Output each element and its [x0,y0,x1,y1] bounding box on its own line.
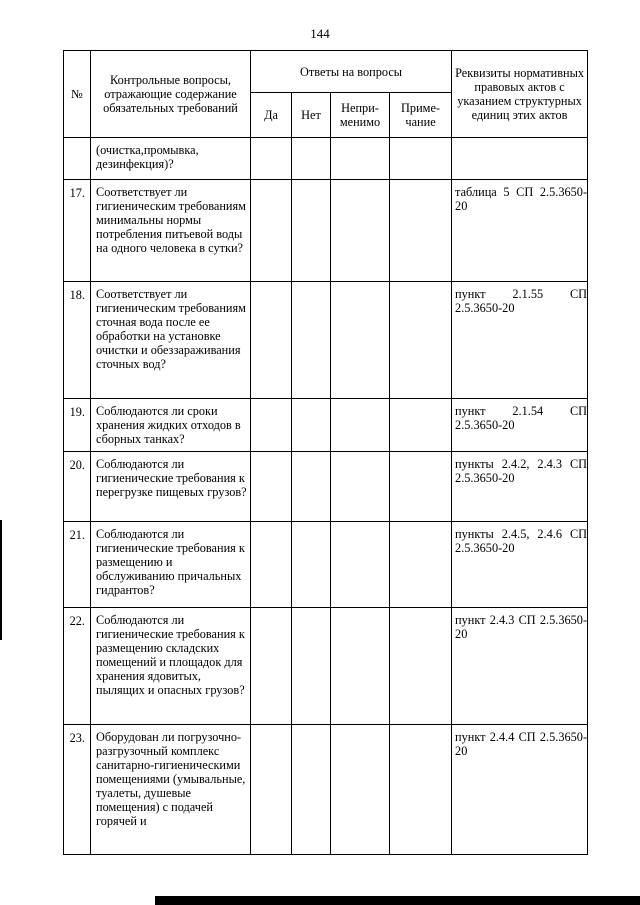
answer-no-cell[interactable] [292,452,331,522]
row-requisites [452,138,588,180]
table-row [64,138,588,180]
scan-bottom-edge [155,896,640,905]
requisite-line1: пункт 2.4.4 СП 2.5.3650- [455,730,588,744]
header-na-line1: Непри- [341,101,379,115]
header-no: Нет [292,93,331,138]
answer-no-cell[interactable] [292,138,331,180]
answer-na-cell[interactable] [331,452,390,522]
header-note [390,93,452,138]
row-requisites [452,608,588,725]
answer-no-cell[interactable] [292,522,331,608]
answer-note-cell[interactable] [390,608,452,725]
answer-note-cell[interactable] [390,282,452,399]
requisite-line2: 2.5.3650-20 [455,301,515,315]
requisite-line2: 2.5.3650-20 [455,471,515,485]
row-number: 20. [64,452,91,522]
table-row [64,399,588,452]
header-questions: Контрольные вопросы, отражающие содержание обязательных требований [91,51,251,138]
row-number: 22. [64,608,91,725]
answer-no-cell[interactable] [292,399,331,452]
answer-na-cell[interactable] [331,399,390,452]
requisite-line1: пункт 2.1.54 СП [455,404,588,418]
row-question: Соблюдаются ли сроки хранения жидких отходов в сборных танках? [91,399,251,452]
answer-note-cell[interactable] [390,725,452,855]
header-na-line2: менимо [339,115,381,129]
row-question: Оборудован ли погрузочно-разгрузочный комплекс санитарно-гигиеническими помещениями (умывальные, туалеты, душевые помещения) с подачей горячей и [91,725,251,855]
answer-yes-cell[interactable] [251,725,292,855]
requisite-line2: 20 [455,744,468,758]
answer-yes-cell[interactable] [251,522,292,608]
answer-no-cell[interactable] [292,725,331,855]
answer-na-cell[interactable] [331,725,390,855]
header-answers: Ответы на вопросы [251,51,452,93]
header-note-line2: чание [405,115,436,129]
row-number: 19. [64,399,91,452]
answer-no-cell[interactable] [292,608,331,725]
answer-yes-cell[interactable] [251,138,292,180]
checklist-table [63,50,588,855]
requisite-line1: пункты 2.4.5, 2.4.6 СП [455,527,588,541]
requisite-line2: 2.5.3650-20 [455,418,515,432]
row-number: 18. [64,282,91,399]
row-number [64,138,91,180]
row-number: 23. [64,725,91,855]
row-question: Соблюдаются ли гигиенические требования к размещению складских помещений и площадок для хранения ядовитых, пылящих и опасных грузов? [91,608,251,725]
header-note-line1: Приме- [401,101,440,115]
requisite-line1: пункт 2.4.3 СП 2.5.3650- [455,613,588,627]
answer-na-cell[interactable] [331,138,390,180]
answer-na-cell[interactable] [331,282,390,399]
row-number: 21. [64,522,91,608]
answer-note-cell[interactable] [390,180,452,282]
requisite-line1: пункт 2.1.55 СП [455,287,588,301]
answer-note-cell[interactable] [390,522,452,608]
requisite-line2: 2.5.3650-20 [455,541,515,555]
header-yes: Да [251,93,292,138]
answer-na-cell[interactable] [331,522,390,608]
answer-note-cell[interactable] [390,138,452,180]
page-number: 144 [310,26,330,41]
answer-note-cell[interactable] [390,399,452,452]
answer-note-cell[interactable] [390,452,452,522]
table-row [64,282,588,399]
row-question: Соблюдаются ли гигиенические требования к перегрузке пищевых грузов? [91,452,251,522]
header-num: № [64,51,91,138]
row-requisites [452,522,588,608]
row-requisites [452,180,588,282]
requisite-line2: 20 [455,627,468,641]
row-question: Соответствует ли гигиеническим требованиям сточная вода после ее обработки на установке очистки и обеззараживания сточных вод? [91,282,251,399]
row-question: Соответствует ли гигиеническим требованиям минимальны нормы потребления питьевой воды на одного человека в сутки? [91,180,251,282]
scan-edge-mark [0,520,2,640]
row-number: 17. [64,180,91,282]
row-requisites [452,452,588,522]
answer-yes-cell[interactable] [251,452,292,522]
answer-yes-cell[interactable] [251,399,292,452]
answer-no-cell[interactable] [292,180,331,282]
answer-na-cell[interactable] [331,180,390,282]
row-question: Соблюдаются ли гигиенические требования к размещению и обслуживанию причальных гидрантов? [91,522,251,608]
requisite-line1: пункты 2.4.2, 2.4.3 СП [455,457,588,471]
table-row [64,522,588,608]
header-not-applicable [331,93,390,138]
answer-yes-cell[interactable] [251,608,292,725]
requisite-line2: 20 [455,199,468,213]
answer-no-cell[interactable] [292,282,331,399]
row-requisites [452,399,588,452]
table-row [64,452,588,522]
table-row [64,608,588,725]
table-row [64,725,588,855]
header-requisites: Реквизиты нормативных правовых актов с указанием структурных единиц этих актов [452,51,588,138]
row-requisites [452,725,588,855]
answer-yes-cell[interactable] [251,180,292,282]
answer-yes-cell[interactable] [251,282,292,399]
row-question: (очистка,промывка, дезинфекция)? [91,138,251,180]
answer-na-cell[interactable] [331,608,390,725]
row-requisites [452,282,588,399]
table-row [64,180,588,282]
requisite-line1: таблица 5 СП 2.5.3650- [455,185,588,199]
